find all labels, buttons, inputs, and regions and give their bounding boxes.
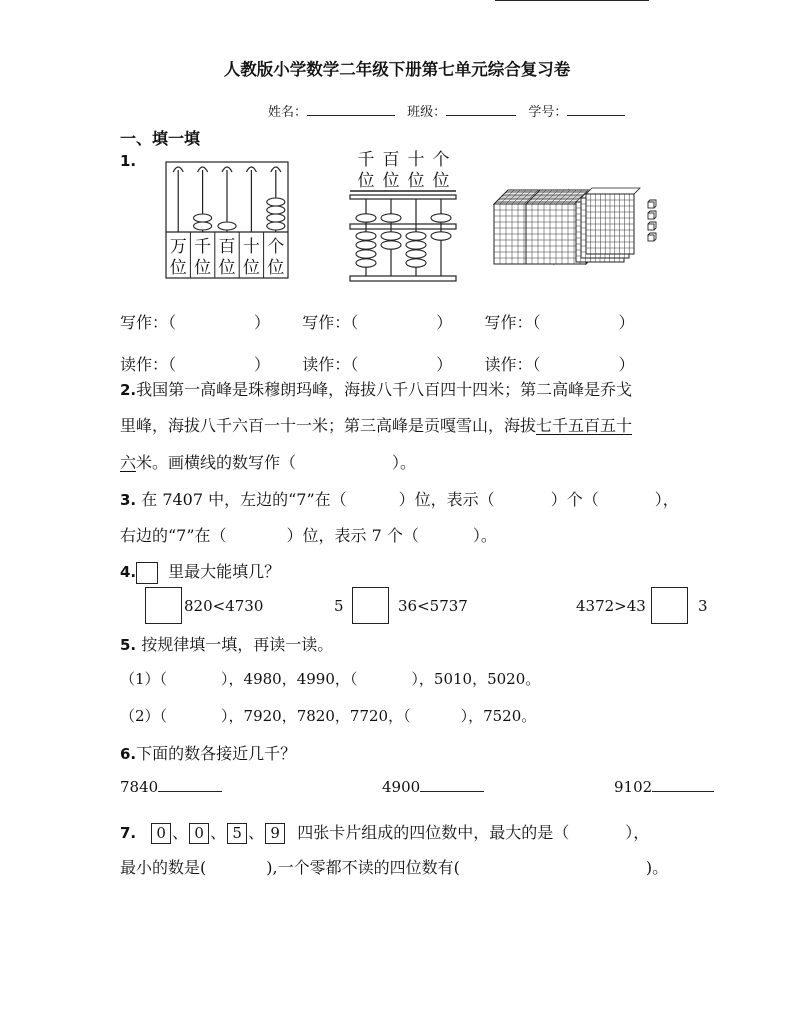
q5-row2-label: （2）（ — [120, 707, 168, 725]
counter-label-wei: 位 — [357, 171, 375, 191]
blocks-figure — [490, 182, 665, 270]
close-paren: ） — [618, 313, 635, 332]
one-cube — [648, 213, 654, 219]
q5-number: 5. — [120, 636, 137, 654]
q5-row-2 — [120, 705, 536, 726]
q5-row1-end: ），5010，5020。 — [411, 670, 541, 688]
id-blank[interactable] — [567, 102, 625, 116]
q5-line-1 — [120, 632, 333, 655]
counter-label-wei: 位 — [432, 171, 450, 191]
q2-text-3: 米。画横线的数写作（ — [136, 453, 297, 472]
close-paren: ） — [254, 313, 271, 332]
sep: 、 — [248, 823, 265, 842]
id-label: 学号： — [528, 105, 568, 120]
q6-number-1: 7840 — [120, 778, 159, 796]
q2-number: 2. — [120, 381, 137, 399]
q5-row1-mid: ），4980，4990，（ — [221, 670, 358, 688]
abacus-bead — [218, 222, 236, 230]
write-label-2: 写作：（ — [302, 313, 359, 332]
section-heading: 一、填一填 — [120, 129, 201, 148]
q6-item-1 — [120, 778, 222, 796]
q2-line-1 — [120, 377, 632, 400]
counter-upper-bead — [381, 214, 401, 222]
counter-upper-bead — [356, 214, 376, 222]
abacus-bead — [267, 198, 285, 206]
counter-lower-bead — [406, 232, 426, 240]
q7-text-1: 四张卡片组成的四位数中，最大的是（ — [297, 823, 570, 842]
q4-item-3-post: 3 — [698, 597, 708, 615]
q6-answer-3[interactable] — [652, 778, 714, 792]
card-3: 5 — [227, 823, 247, 844]
close-paren: ） — [436, 313, 453, 332]
q5-row2-mid: ），7920，7820，7720，（ — [221, 707, 411, 725]
student-info — [268, 101, 625, 120]
card-2: 0 — [189, 823, 209, 844]
close-paren: ） — [436, 355, 453, 374]
q3-text-c: ）个（ — [550, 490, 599, 509]
counter-lower-bead — [356, 232, 376, 240]
counter-label: 千 — [357, 150, 375, 170]
q3-text-b: ）位，表示（ — [398, 490, 495, 509]
q6-line-1 — [120, 741, 296, 764]
page-title: 人教版小学数学二年级下册第七单元综合复习卷 — [223, 60, 571, 79]
close-paren: ） — [618, 355, 635, 374]
counter-upper-bead — [431, 214, 451, 222]
q1-write-row — [120, 310, 634, 333]
counter-lower-bead — [406, 250, 426, 258]
abacus-label-wei: 位 — [169, 258, 187, 278]
q3-line-2 — [120, 523, 497, 546]
counter-label: 百 — [382, 150, 400, 170]
q5-row-1 — [120, 668, 540, 689]
counter-lower-bead — [356, 241, 376, 249]
q7-text-2b: ),一个零都不读的四位数有( — [266, 858, 460, 877]
q7-text-2a: 最小的数是( — [120, 858, 207, 877]
q4-item-2-post: 36<5737 — [398, 597, 468, 615]
q3-text-f: ）位，表示 7 个（ — [286, 526, 419, 545]
q4-item-1: 820<4730 — [184, 597, 264, 615]
q5-text: 按规律填一填，再读一读。 — [141, 635, 334, 654]
q3-text-d: ）， — [654, 490, 679, 509]
one-cube — [648, 224, 654, 230]
counter-label: 个 — [432, 150, 450, 170]
top-rule — [495, 0, 649, 1]
counter-top-beam — [350, 195, 456, 199]
q1-read-row — [120, 352, 634, 375]
counter-lower-bead — [356, 259, 376, 267]
close-paren: ） — [254, 355, 271, 374]
abacus-bead — [194, 214, 212, 222]
write-label-1: 写作：（ — [120, 313, 177, 332]
abacus-bead — [267, 222, 285, 230]
q6-item-2 — [382, 778, 484, 796]
q7-text-2c: )。 — [645, 858, 669, 877]
q4-small-box — [136, 562, 158, 584]
counter-label: 十 — [407, 150, 425, 170]
counter-lower-bead — [356, 250, 376, 258]
write-label-3: 写作：（ — [484, 313, 541, 332]
counter-label-wei: 位 — [407, 171, 425, 191]
abacus-label-wei: 位 — [242, 258, 260, 278]
q3-text-g: ）。 — [472, 526, 497, 545]
q4-text: 里最大能填几？ — [168, 562, 281, 581]
q2-text-1: 我国第一高峰是珠穆朗玛峰，海拔八千八百四十四米；第二高峰是乔戈 — [136, 380, 633, 399]
counter-figure — [338, 148, 466, 286]
q3-line-1 — [120, 487, 679, 510]
abacus-label: 个 — [267, 237, 285, 257]
q5-row2-end: ），7520。 — [460, 707, 537, 725]
counter-label-wei: 位 — [382, 171, 400, 191]
abacus-label: 万 — [169, 237, 187, 257]
sep: 、 — [172, 823, 189, 842]
read-label-2: 读作：（ — [302, 355, 359, 374]
q4-box-1[interactable] — [145, 587, 182, 624]
abacus-bead — [267, 214, 285, 222]
abacus-bead — [267, 206, 285, 214]
q2-underlined-end: 六 — [120, 453, 137, 472]
q3-text-a: 在 7407 中，左边的“7”在（ — [141, 490, 347, 509]
q7-line-2 — [120, 855, 668, 878]
abacus-label-wei: 位 — [218, 258, 236, 278]
name-label: 姓名： — [268, 105, 308, 120]
q2-underlined-number: 七千五百五十 — [536, 416, 633, 435]
card-1: 0 — [151, 823, 171, 844]
name-blank[interactable] — [307, 102, 395, 116]
abacus-label: 十 — [242, 237, 260, 257]
abacus-label: 百 — [218, 237, 236, 257]
q6-text: 下面的数各接近几千？ — [136, 744, 297, 763]
abacus-bead — [194, 222, 212, 230]
abacus-label: 千 — [194, 237, 212, 257]
counter-lower-bead — [406, 259, 426, 267]
one-cube — [648, 202, 654, 208]
q4-box-3[interactable] — [651, 587, 688, 624]
q1-number: 1. — [120, 152, 137, 170]
q4-box-2[interactable] — [352, 587, 389, 624]
q7-number: 7. — [120, 824, 137, 842]
hundred-flat-top — [586, 188, 640, 194]
one-cube — [648, 235, 654, 241]
counter-lower-bead — [381, 241, 401, 249]
abacus-label-wei: 位 — [194, 258, 212, 278]
counter-lower-bead — [406, 241, 426, 249]
read-label-1: 读作：（ — [120, 355, 177, 374]
q6-item-3 — [614, 778, 714, 796]
sep: 、 — [210, 823, 227, 842]
q4-line-1 — [120, 559, 280, 584]
q4-number: 4. — [120, 563, 137, 581]
q6-answer-2[interactable] — [420, 778, 484, 792]
q2-text-2: 里峰，海拔八千六百一十一米；第三高峰是贡嘎雪山，海拔 — [120, 416, 537, 435]
card-4: 9 — [265, 823, 285, 844]
abacus-figure — [160, 150, 295, 285]
class-label: 班级： — [407, 105, 447, 120]
q3-text-e: 右边的“7”在（ — [120, 526, 227, 545]
read-label-3: 读作：（ — [484, 355, 541, 374]
q7-line-1 — [120, 820, 649, 844]
q7-text-1-end: ）， — [625, 823, 650, 842]
q6-number: 6. — [120, 745, 137, 763]
q6-answer-1[interactable] — [158, 778, 222, 792]
q2-line-2 — [120, 413, 632, 436]
class-blank[interactable] — [446, 102, 516, 116]
q5-row1-label: （1）（ — [120, 670, 168, 688]
q6-number-3: 9102 — [614, 778, 653, 796]
counter-lower-bead — [431, 232, 451, 240]
q6-number-2: 4900 — [382, 778, 421, 796]
q2-line-3 — [120, 450, 416, 473]
abacus-label-wei: 位 — [267, 258, 285, 278]
counter-bottom-beam — [350, 276, 456, 281]
q3-number: 3. — [120, 491, 137, 509]
q2-text-end: ）。 — [392, 453, 417, 472]
q4-item-2-pre: 5 — [334, 597, 344, 615]
q4-item-3-pre: 4372>43 — [576, 597, 646, 615]
counter-lower-bead — [381, 232, 401, 240]
